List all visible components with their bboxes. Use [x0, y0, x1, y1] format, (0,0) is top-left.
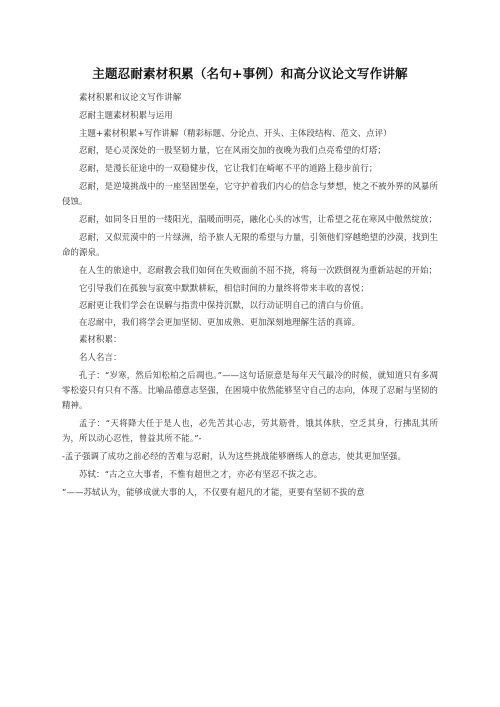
quote-explanation: -孟子强调了成功之前必经的苦难与忍耐，认为这些挑战能够磨练人的意志，使其更加坚强。 — [62, 450, 406, 461]
paragraph: 忍耐，是逆境挑战中的一座坚固堡垒，它守护着我们内心的信念与梦想，使之不被外界的风暴所侵蚀。 — [62, 180, 438, 207]
paragraph: 忍耐，又似荒漠中的一片绿洲，给予旅人无限的希望与力量，引领他们穿越绝望的沙漠，找到生命的源泉。 — [62, 231, 438, 257]
paragraph: 素材积累和议论文写作讲解 — [79, 92, 182, 102]
paragraph: 忍耐，如同冬日里的一缕阳光，温暖而明亮，融化心头的冰雪，让希望之花在寒风中傲然绽放； — [79, 213, 438, 224]
paragraph: 忍耐更让我们学会在误解与指责中保持沉默，以行动证明自己的清白与价值。 — [79, 299, 369, 310]
quote-explanation: ”——苏轼认为，能够成就大事的人，不仅要有超凡的才能，更要有坚韧不拔的意 — [62, 486, 365, 497]
paragraph: 在人生的旅途中，忍耐教会我们如何在失败面前不屈不挠，将每一次跌倒视为重新站起的开始； — [79, 264, 438, 275]
quote-paragraph: 苏轼：“古之立大事者，不惟有超世之才，亦必有坚忍不拔之志。 — [79, 468, 323, 479]
quote-paragraph: 孟子：“天将降大任于是人也，必先苦其心志，劳其筋骨，饿其体肤，空乏其身，行拂乱其所为，所以动心忍性，曾益其所不能。”- — [62, 417, 438, 444]
paragraph: 主题+素材积累+写作讲解（精彩标题、分论点、开头、主体段结构、范文、点评） — [79, 127, 392, 138]
section-label: 名人名言： — [79, 351, 122, 362]
paragraph: 忍耐，是心灵深处的一股坚韧力量，它在风雨交加的夜晚为我们点亮希望的灯塔； — [79, 145, 386, 156]
quote-paragraph: 孔子：“岁寒，然后知松柏之后凋也。”——这句话原意是每年天气最冷的时候，就知道只有多凋零松姿只有只有不落。比喻品德意志坚强，在困境中依然能够坚守自己的志向，体现了忍耐与坚韧的精神。 — [62, 369, 438, 411]
paragraph: 忍耐，是漫长征途中的一双稳健步伐，它让我们在崎岖不平的道路上稳步前行； — [79, 163, 378, 174]
section-label: 素材积累： — [79, 334, 122, 345]
paragraph: 在忍耐中，我们将学会更加坚韧、更加成熟、更加深刻地理解生活的真谛。 — [79, 316, 361, 327]
document-title: 主题忍耐素材积累（名句+事例）和高分议论文写作讲解 — [92, 66, 408, 81]
paragraph: 忍耐主题素材积累与运用 — [79, 109, 173, 120]
paragraph: 它引导我们在孤独与寂寞中默默耕耘，相信时间的力量终将带来丰收的喜悦； — [79, 282, 369, 293]
